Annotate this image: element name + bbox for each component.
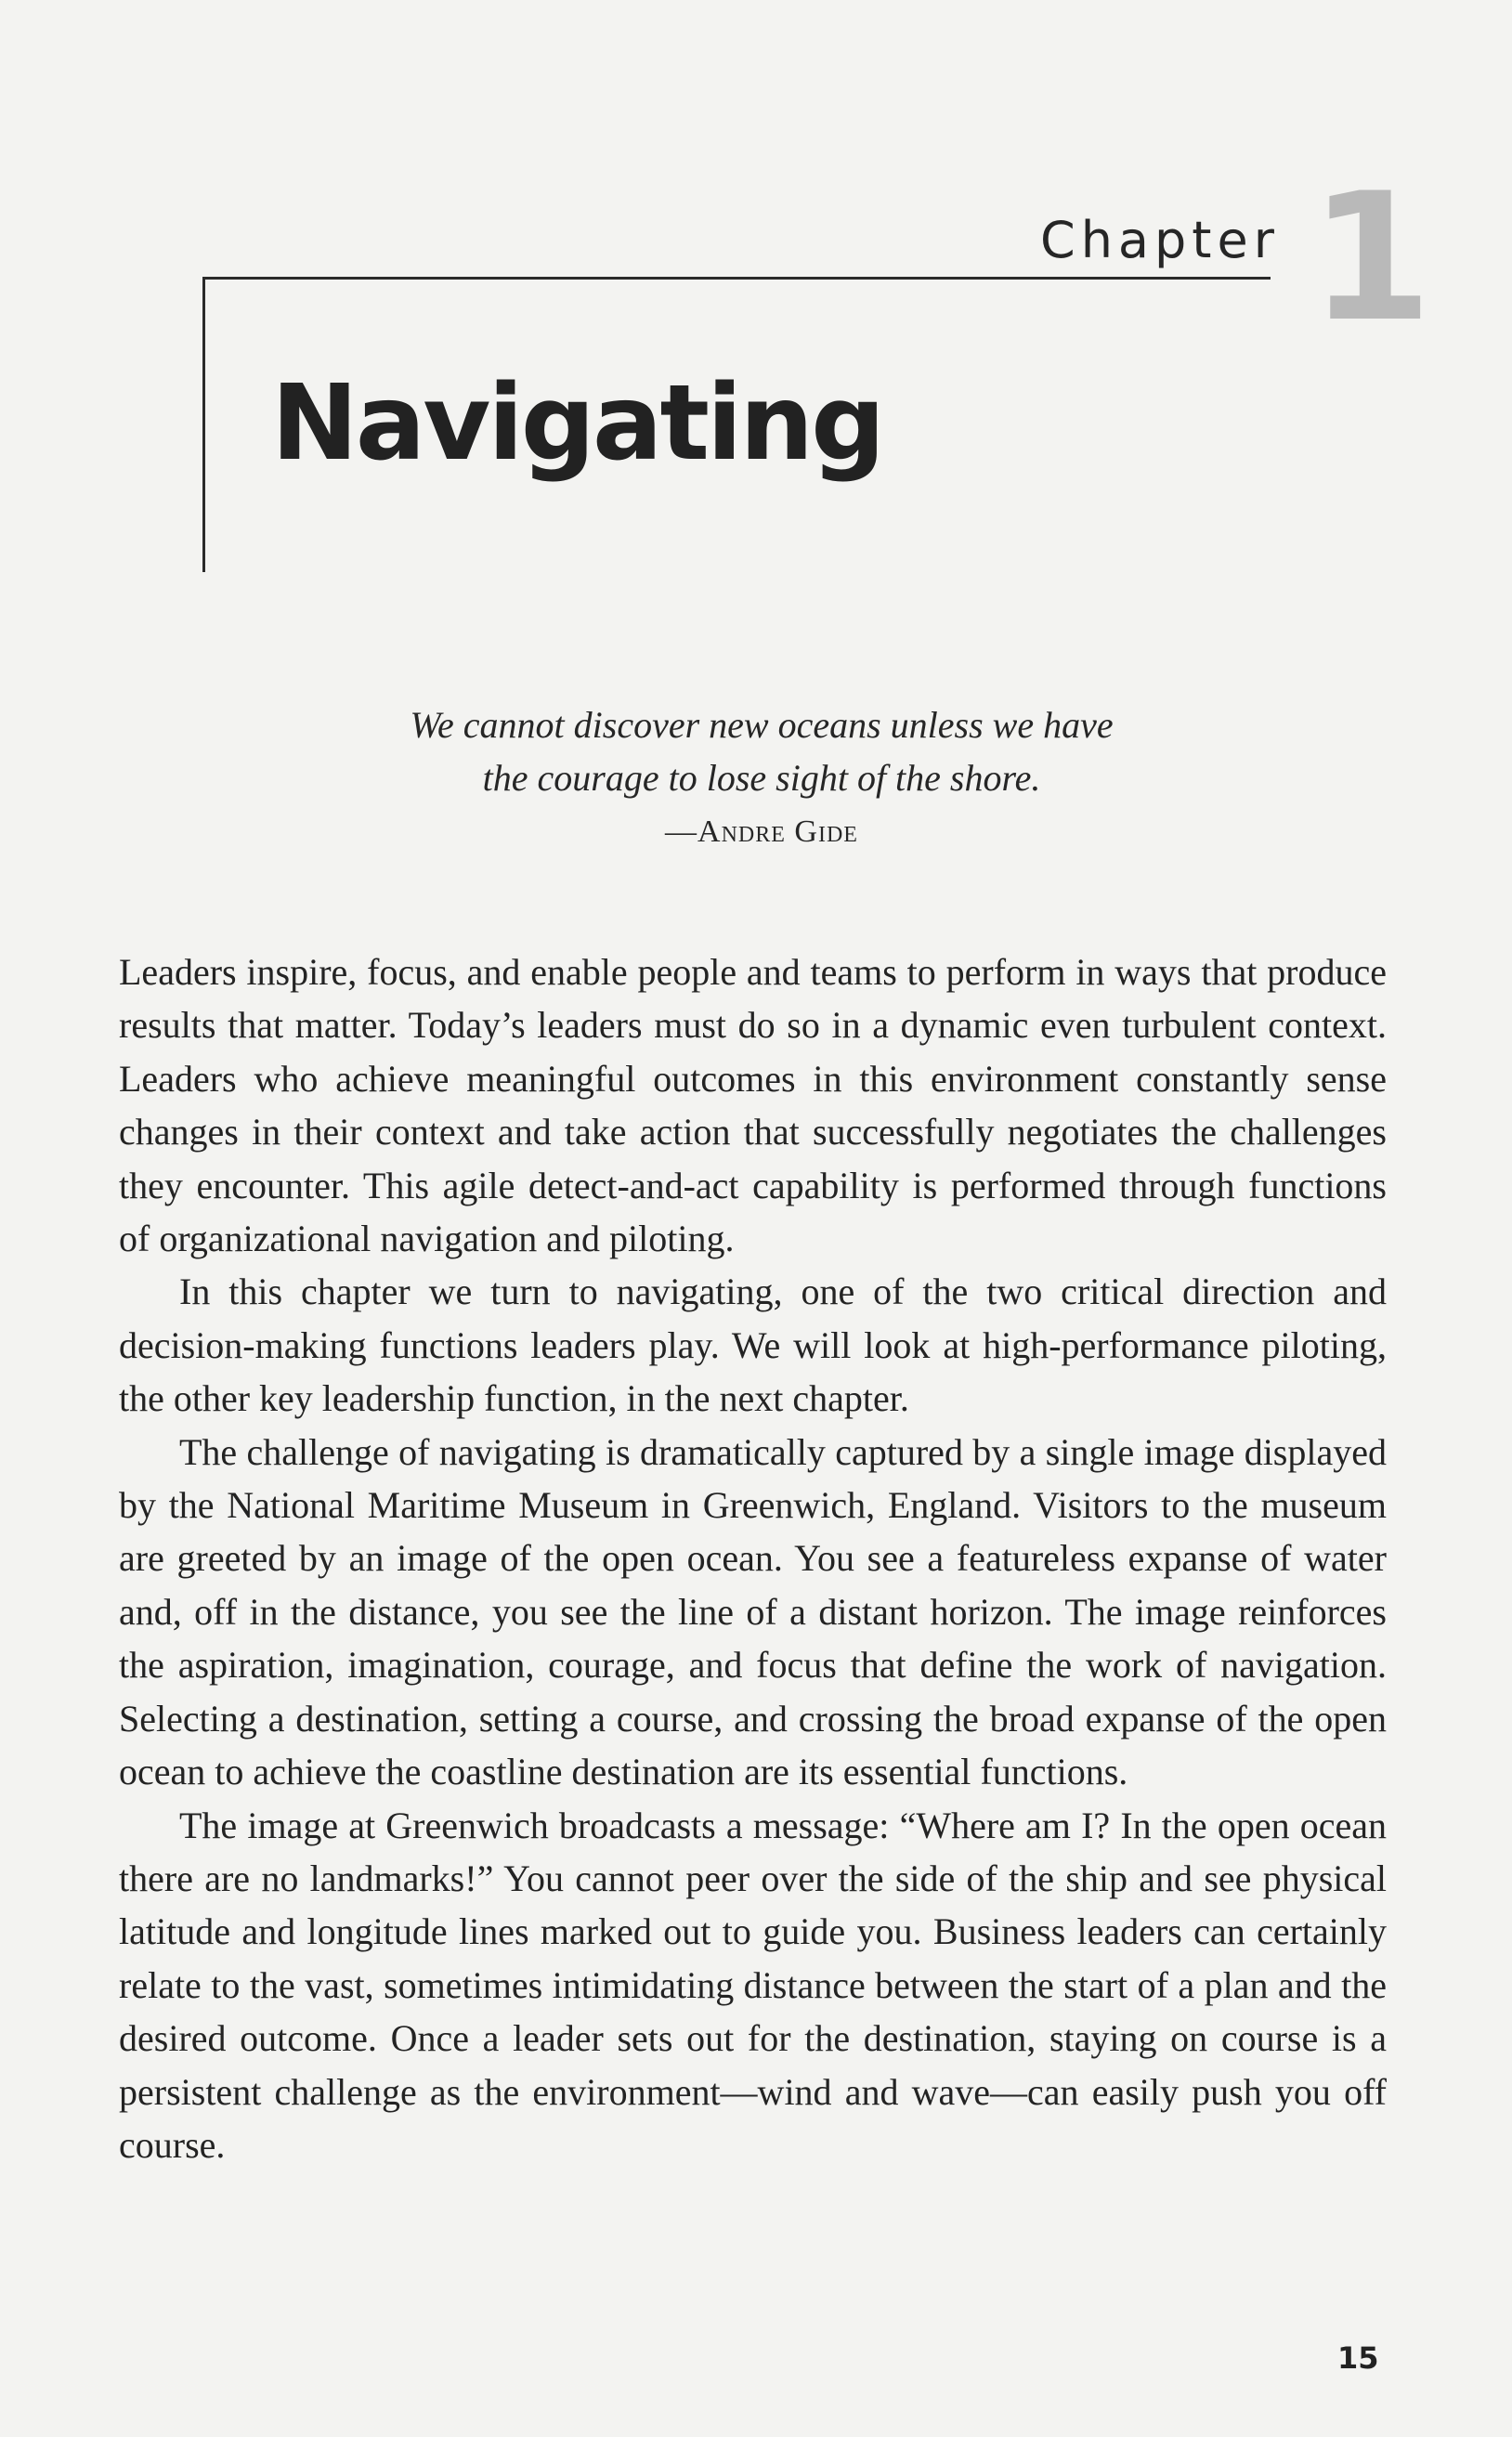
- paragraph-2: In this chapter we turn to navigating, one of the two critical direction and decision-making functions leaders play. We will look at high-performance piloting, the other key leadership function, in the next chapter.: [119, 1271, 1387, 1420]
- chapter-frame-left-rule: [202, 277, 205, 572]
- chapter-number: 1: [1310, 155, 1433, 360]
- epigraph: [279, 698, 1245, 860]
- chapter-frame-top-rule: [202, 277, 1271, 280]
- body-text: [119, 945, 1387, 2171]
- paragraph-4: The image at Greenwich broadcasts a message: “Where am I? In the open ocean there are no landmarks!” You cannot peer over the side of the ship and see physical latitude and longitude lines marked out to guide you. Business leaders can certainly relate to the vast, sometimes intimidating distance between the start of a plan and the desired outcome. Once a leader sets out for the destination, staying on course is a persistent challenge as the environment—wind and wave—can easily push you off course.: [119, 1804, 1387, 2166]
- epigraph-author: —Andre Gide: [665, 815, 858, 849]
- chapter-label: Chapter: [1040, 211, 1280, 269]
- chapter-title: Navigating: [271, 363, 883, 484]
- paragraph-1: Leaders inspire, focus, and enable people and teams to perform in ways that produce results that matter. Today’s leaders must do so in a dynamic even turbulent context. Leaders who achieve meaningful outcomes in this environment constantly sense changes in their context and take action that successfully negotiates the challenges they encounter. This agile detect-and-act capability is performed through functions of organizational navigation and piloting.: [119, 951, 1387, 1260]
- epigraph-line-1: We cannot discover new oceans unless we have: [410, 704, 1114, 746]
- epigraph-line-2: the courage to lose sight of the shore.: [482, 757, 1041, 799]
- paragraph-3: The challenge of navigating is dramatically captured by a single image displayed by the National Maritime Museum in Greenwich, England. Visitors to the museum are greeted by an image of the open ocean. You see a featureless expanse of water and, off in the distance, you see the line of a distant horizon. The image reinforces the aspiration, imagination, courage, and focus that define the work of navigation. Selecting a destination, setting a course, and crossing the broad expanse of the open ocean to achieve the coastline destination are its essential functions.: [119, 1430, 1387, 1793]
- page-number: 15: [1337, 2340, 1379, 2376]
